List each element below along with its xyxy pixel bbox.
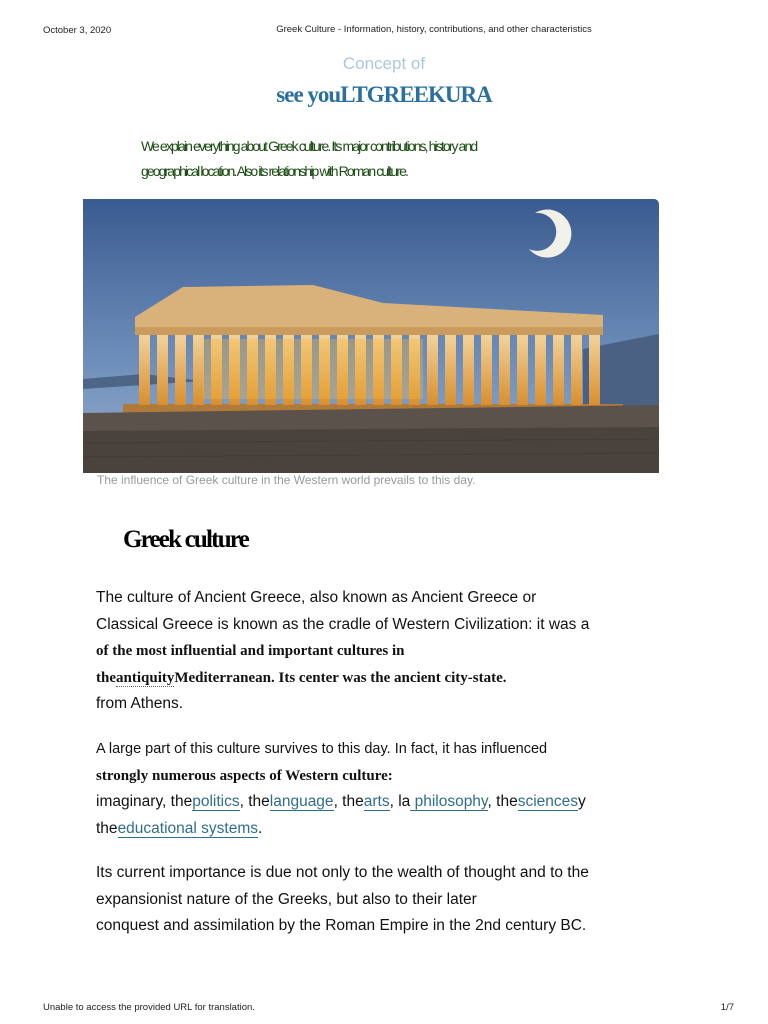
parthenon-illustration <box>83 199 659 473</box>
text-line: expansionist nature of the Greeks, but also to their later <box>96 890 477 908</box>
text-fragment: Mediterranean. Its center was the ancient city-state. <box>174 669 507 686</box>
text-line-links <box>96 789 656 816</box>
intro-line: geographical location. Also its relationship with Roman culture. <box>141 163 407 179</box>
antiquity-term: antiquity <box>116 669 175 686</box>
brand-title: see youLTGREEKURA <box>276 82 492 107</box>
link-sciences[interactable]: sciences <box>517 793 579 810</box>
text-line: A large part of this culture survives to this day. In fact, it has influenced <box>96 741 548 757</box>
text-line: conquest and assimilation by the Roman Empire in the 2nd century BC. <box>96 917 587 934</box>
footer-notice: Unable to access the provided URL for translation. <box>43 1002 255 1013</box>
text-fragment: y <box>578 793 586 810</box>
text-line-bold <box>96 665 656 692</box>
page-number: 1/7 <box>720 1002 734 1013</box>
link-educational-systems[interactable]: educational systems <box>117 819 258 837</box>
text-fragment: , la <box>389 793 411 810</box>
text-fragment: , the <box>239 793 270 810</box>
text-line-bold: strongly numerous aspects of Western culture: <box>96 767 393 784</box>
concept-label: Concept of <box>342 54 426 73</box>
section-title: Greek culture <box>123 526 248 553</box>
link-arts[interactable]: arts <box>363 793 390 810</box>
intro-line: We explain everything about Greek culture. Its major contributions, history and <box>141 138 477 154</box>
text-line: Classical Greece is known as the cradle of Western Civilization: it was a <box>96 615 590 633</box>
link-language[interactable]: language <box>269 793 334 810</box>
text-fragment: the <box>96 819 118 837</box>
text-line: from Athens. <box>96 695 184 712</box>
paragraph-1 <box>96 585 656 718</box>
text-fragment: , the <box>487 793 518 810</box>
text-fragment: , the <box>333 793 364 810</box>
text-fragment: imaginary, the <box>96 793 193 810</box>
text-line: The culture of Ancient Greece, also known as Ancient Greece or <box>96 589 537 606</box>
link-politics[interactable]: politics <box>192 793 240 810</box>
text-line: Its current importance is due not only to the wealth of thought and to the <box>96 864 589 881</box>
text-line-links <box>96 816 656 843</box>
link-philosophy[interactable]: philosophy <box>410 793 488 810</box>
text-fragment: the <box>96 669 116 686</box>
image-caption: The influence of Greek culture in the Western world prevails to this day. <box>97 473 476 487</box>
paragraph-3 <box>96 860 656 940</box>
page-header-date: October 3, 2020 <box>43 25 112 36</box>
hero-image <box>83 199 659 473</box>
page-header-title: Greek Culture - Information, history, contributions, and other characteristics <box>276 24 592 35</box>
text-line-bold: of the most influential and important cultures in <box>96 643 405 659</box>
text-fragment: . <box>258 819 263 837</box>
intro-text <box>141 134 481 184</box>
paragraph-2 <box>96 736 656 842</box>
